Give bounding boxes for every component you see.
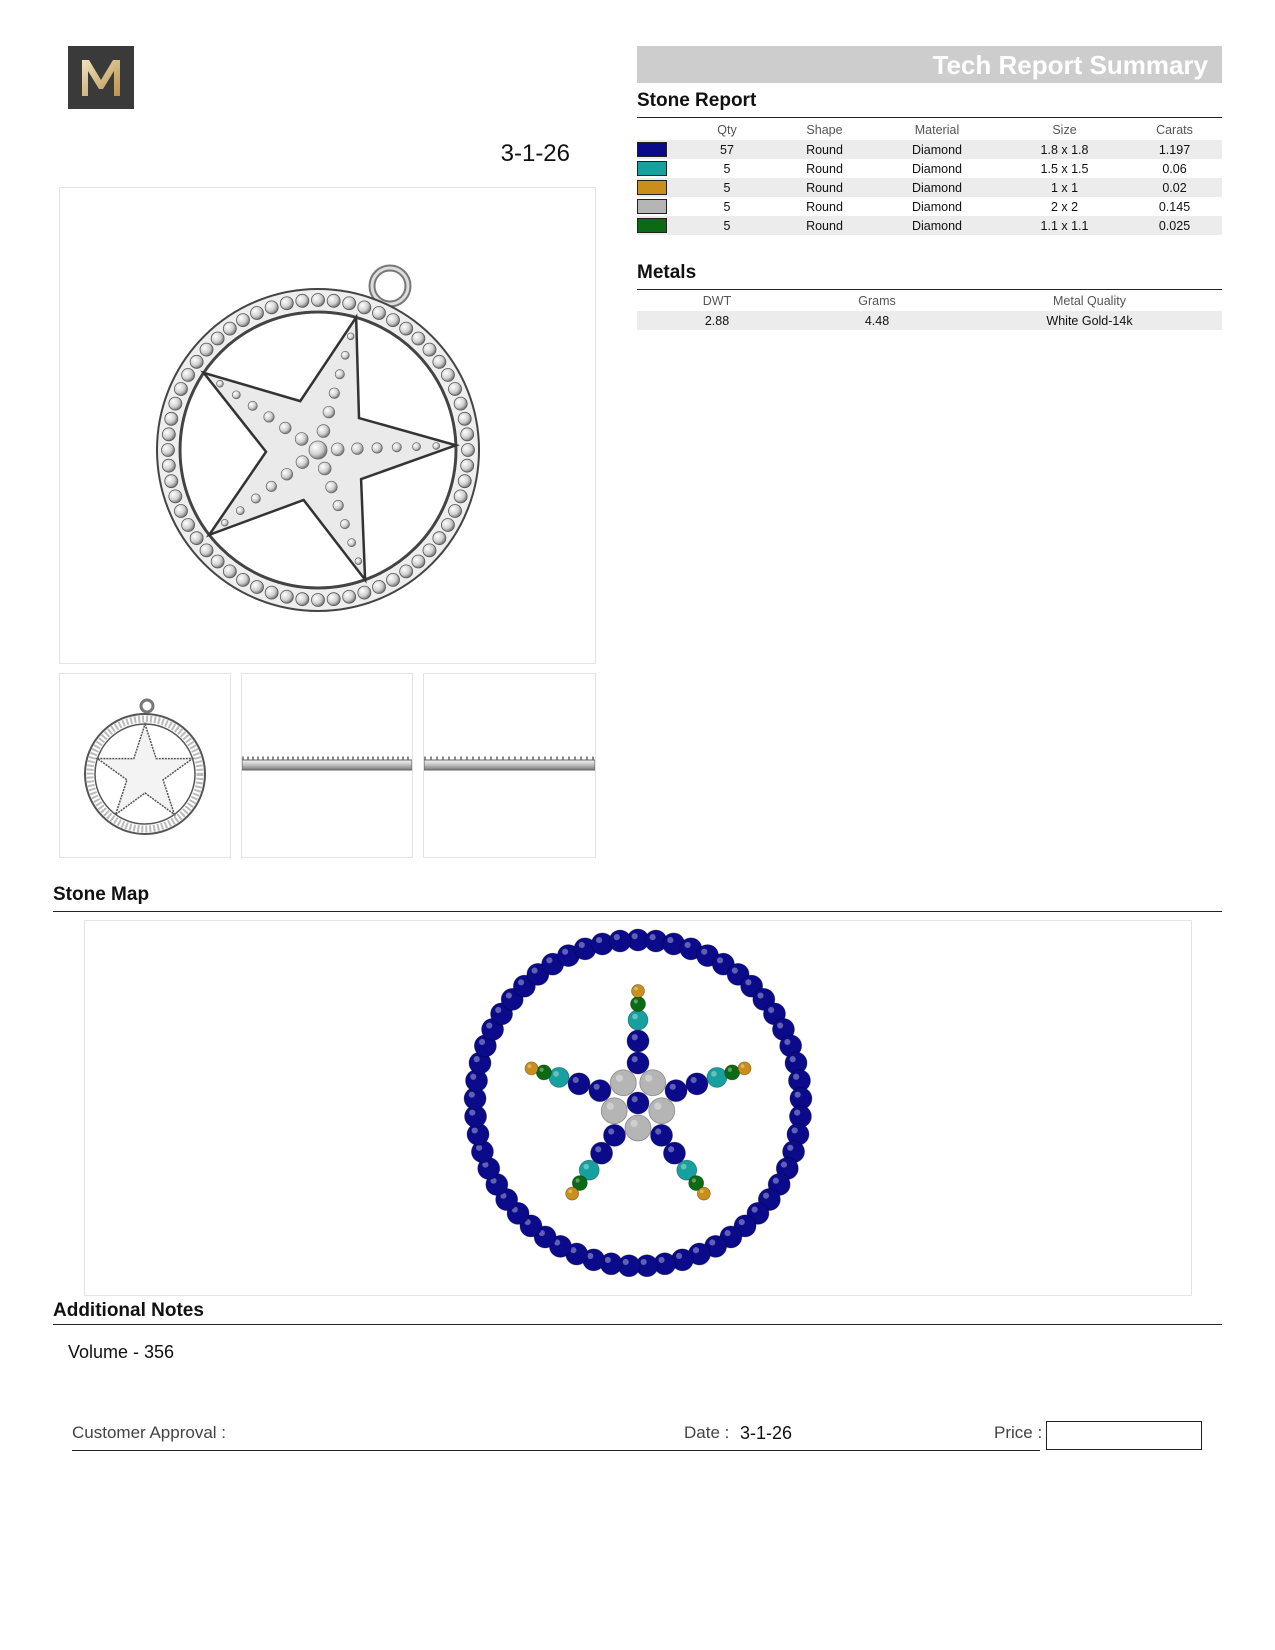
ring-stone-highlight (790, 1056, 796, 1062)
ring-bead (458, 475, 471, 488)
ring-bead (343, 590, 356, 603)
star-bead (318, 462, 331, 475)
ring-stone-highlight (605, 1257, 611, 1263)
arm-stone-highlight (632, 1034, 638, 1040)
metals-table (637, 291, 1222, 330)
star-bead (248, 401, 257, 410)
center-stone-highlight (607, 1103, 614, 1110)
star-bead (331, 443, 344, 456)
material-cell: Diamond (872, 216, 1002, 235)
ring-bead (182, 519, 195, 532)
ring-stone-highlight (658, 1257, 664, 1263)
ring-stone-highlight (518, 979, 524, 985)
ring-bead (433, 355, 446, 368)
star-bead (236, 507, 244, 515)
ring-bead (190, 355, 203, 368)
arm-stone (631, 997, 646, 1012)
col-dwt: DWT (702, 294, 732, 308)
center-stone-highlight (630, 1120, 637, 1127)
m-logo-icon (68, 46, 134, 109)
table-row (637, 197, 1222, 216)
ring-bead (200, 544, 213, 557)
ring-bead (400, 565, 413, 578)
ring-stone-highlight (469, 1092, 475, 1098)
arm-stone (549, 1067, 569, 1087)
arm-stone-highlight (691, 1077, 697, 1083)
ring-bead (358, 301, 371, 314)
ring-bead (454, 490, 467, 503)
star-bead (335, 370, 344, 379)
approval-signature-line (72, 1450, 1040, 1451)
thumbnail-edge-image (424, 674, 595, 857)
ring-bead (373, 306, 386, 319)
material-cell: Diamond (872, 140, 1002, 159)
ring-bead (449, 505, 462, 518)
arm-stone (686, 1073, 708, 1095)
ring-stone-highlight (693, 1247, 699, 1253)
ring-bead (190, 532, 203, 545)
center-stone (610, 1070, 636, 1096)
star-bead (217, 380, 224, 387)
size-cell: 1.8 x 1.8 (1002, 140, 1127, 159)
star-bead (251, 494, 260, 503)
ring-bead (223, 322, 236, 335)
metal-quality-cell: White Gold-14k (957, 311, 1222, 330)
ring-bead (312, 594, 325, 607)
col-qty: Qty (717, 123, 737, 137)
center-stone (640, 1070, 666, 1096)
ring-stone-highlight (472, 1127, 478, 1133)
ring-stone-highlight (469, 1110, 475, 1116)
ring-bead (250, 306, 263, 319)
star-bead (329, 388, 339, 398)
customer-approval-label: Customer Approval : (72, 1423, 227, 1442)
star-bead (392, 443, 401, 452)
ring-stone-highlight (752, 1206, 758, 1212)
ring-stone-highlight (474, 1056, 480, 1062)
center-stone (625, 1115, 651, 1141)
arm-stone-highlight (575, 1178, 579, 1182)
star-bead (355, 558, 362, 565)
arm-stone (725, 1065, 740, 1080)
ring-stone-highlight (486, 1022, 492, 1028)
stone-map-panel (84, 920, 1192, 1296)
date-value: 3-1-26 (740, 1423, 793, 1443)
star-bead (266, 481, 276, 491)
ring-stone-highlight (476, 1145, 482, 1151)
arm-stone-highlight (528, 1064, 532, 1068)
ring-bead (441, 519, 454, 532)
star-bead (372, 443, 382, 453)
ring-bead (412, 332, 425, 345)
ring-bead (449, 382, 462, 395)
thumbnail-side-image (242, 674, 412, 857)
ring-bead (165, 412, 178, 425)
ring-bead (174, 382, 187, 395)
ring-stone-highlight (794, 1110, 800, 1116)
ring-bead (373, 581, 386, 594)
swatch-col-header (637, 120, 677, 140)
ring-stone-highlight (777, 1022, 783, 1028)
col-carats: Carats (1156, 123, 1193, 137)
col-material: Material (914, 123, 960, 137)
center-stone-highlight (654, 1103, 661, 1110)
ring-stone (609, 930, 631, 952)
ring-stone-highlight (792, 1127, 798, 1133)
ring-stone-highlight (470, 1074, 476, 1080)
qty-cell: 5 (723, 161, 731, 176)
material-cell: Diamond (911, 161, 963, 176)
ring-bead (462, 444, 475, 457)
ring-bead (343, 297, 356, 310)
ring-stone-highlight (587, 1253, 593, 1259)
ring-stone-highlight (546, 957, 552, 963)
arm-stone-highlight (634, 999, 638, 1003)
thumbnail-edge-view[interactable] (423, 673, 596, 858)
star-bead (352, 443, 364, 455)
ring-stone-highlight (745, 979, 751, 985)
ring-bead (250, 581, 263, 594)
arm-stone (665, 1080, 687, 1102)
stone-report-title: Stone Report (637, 90, 757, 111)
ring-stone-highlight (532, 967, 538, 973)
ring-bead (454, 397, 467, 410)
star-bead (280, 422, 292, 434)
ring-stone-highlight (650, 934, 656, 940)
ring-bead (165, 475, 178, 488)
arm-stone (627, 1052, 649, 1074)
arm-stone-highlight (568, 1190, 572, 1194)
ring-stone-highlight (763, 1193, 769, 1199)
thumbnail-front-view[interactable] (59, 673, 231, 858)
arm-stone (568, 1073, 590, 1095)
arm-stone-highlight (670, 1084, 676, 1090)
table-row (637, 140, 1222, 159)
star-center-bead (309, 441, 327, 459)
ring-bead (174, 505, 187, 518)
material-cell: Diamond (872, 178, 1002, 197)
star-bead (341, 351, 349, 359)
arm-stone-highlight (634, 987, 638, 991)
ring-stone-highlight (562, 949, 568, 955)
center-stone (627, 1092, 649, 1114)
col-grams: Grams (858, 294, 896, 308)
carats-cell: 0.02 (1127, 178, 1222, 197)
ring-stone-highlight (701, 949, 707, 955)
arm-stone-highlight (741, 1064, 745, 1068)
star-bead (326, 481, 338, 493)
col-size: Size (1052, 123, 1077, 137)
ring-bead (280, 590, 293, 603)
star-bead (348, 539, 356, 547)
report-title: Tech Report Summary (932, 50, 1208, 80)
pendant-front-image (60, 188, 595, 663)
arm-stone (738, 1062, 751, 1075)
ring-stone-highlight (641, 1259, 647, 1265)
carats-cell: 0.025 (1127, 216, 1222, 235)
ring-bead (433, 532, 446, 545)
notes-rule (53, 1324, 1222, 1325)
ring-bead (327, 593, 340, 606)
ring-stone-highlight (795, 1092, 801, 1098)
ring-bead (312, 294, 325, 307)
ring-bead (412, 555, 425, 568)
thumbnail-front-image (60, 674, 230, 857)
shape-cell: Round (777, 140, 872, 159)
ring-bead (265, 301, 278, 314)
center-stone-highlight (645, 1075, 652, 1082)
ring-stone-highlight (676, 1253, 682, 1259)
table-row (637, 178, 1222, 197)
col-shape: Shape (806, 123, 843, 137)
star-bead (340, 520, 349, 529)
metals-rule (637, 289, 1222, 290)
color-swatch (637, 180, 667, 195)
ring-bead (162, 459, 175, 472)
material-cell: Diamond (911, 199, 963, 214)
qty-cell: 5 (677, 178, 777, 197)
ring-bead (296, 294, 309, 307)
price-label: Price : (994, 1423, 1043, 1442)
qty-cell: 5 (677, 216, 777, 235)
ring-stone-highlight (614, 934, 620, 940)
arm-stone-highlight (608, 1128, 614, 1134)
arm-stone-highlight (655, 1128, 661, 1134)
star-bead (295, 433, 308, 446)
arm-stone (697, 1187, 710, 1200)
ring-stone-highlight (667, 937, 673, 943)
ring-stone-highlight (506, 992, 512, 998)
star-bead (323, 406, 335, 418)
ring-bead (461, 428, 474, 441)
ring-stone-highlight (773, 1178, 779, 1184)
star-bead (232, 391, 240, 399)
arm-stone-highlight (573, 1077, 579, 1083)
ring-bead (441, 369, 454, 382)
notes-text: Volume - 356 (68, 1342, 175, 1362)
center-stone-highlight (616, 1075, 623, 1082)
ring-bead (400, 322, 413, 335)
arm-stone (525, 1062, 538, 1075)
carats-cell: 0.06 (1162, 161, 1187, 176)
arm-stone-highlight (692, 1178, 696, 1182)
arm-stone-highlight (700, 1190, 704, 1194)
company-logo (68, 46, 134, 109)
star-bead (333, 500, 343, 510)
size-cell: 2 x 2 (1050, 199, 1079, 214)
arm-stone (707, 1067, 727, 1087)
ring-stone-highlight (685, 942, 691, 948)
ring-stone-highlight (787, 1145, 793, 1151)
stone-map-rule (53, 911, 1222, 912)
arm-stone-highlight (595, 1146, 601, 1152)
star-bead (296, 456, 309, 469)
star-bead (221, 519, 228, 526)
stone-report-rule (637, 117, 1222, 118)
arm-stone (589, 1080, 611, 1102)
arm-stone (628, 1010, 648, 1030)
arm-stone-highlight (728, 1068, 732, 1072)
date-label: Date : (684, 1423, 730, 1442)
stone-report-table (637, 120, 1222, 235)
star-bead (264, 412, 274, 422)
ring-stone-highlight (709, 1239, 715, 1245)
arm-stone-highlight (668, 1146, 674, 1152)
ring-bead (182, 369, 195, 382)
ring-bead (423, 343, 436, 356)
ring-stone-highlight (781, 1162, 787, 1168)
ring-bead (169, 397, 182, 410)
ring-bead (296, 593, 309, 606)
ring-stone-highlight (757, 992, 763, 998)
ring-bead (280, 297, 293, 310)
ring-bead (223, 565, 236, 578)
size-cell: 1 x 1 (1002, 178, 1127, 197)
ring-stone-highlight (596, 937, 602, 943)
stone-map-title: Stone Map (53, 884, 150, 905)
color-swatch (637, 218, 667, 233)
ring-bead (458, 412, 471, 425)
ring-bead (211, 555, 224, 568)
star-bead (413, 443, 421, 451)
ring-bead (162, 444, 175, 457)
qty-cell: 57 (677, 140, 777, 159)
ring-bead (327, 294, 340, 307)
center-stone-highlight (632, 1096, 638, 1102)
color-swatch (637, 161, 667, 176)
price-field[interactable] (1046, 1421, 1202, 1450)
main-render-image (59, 187, 596, 664)
ring-bead (169, 490, 182, 503)
notes-title: Additional Notes (53, 1300, 204, 1321)
carats-cell: 1.197 (1127, 140, 1222, 159)
qty-cell: 5 (723, 199, 731, 214)
ring-stone-highlight (479, 1039, 485, 1045)
shape-cell: Round (806, 199, 843, 214)
ring-bead (461, 459, 474, 472)
ring-stone-highlight (717, 957, 723, 963)
table-row (637, 311, 1222, 330)
ring-bead (237, 314, 250, 327)
col-metal-quality: Metal Quality (1053, 294, 1126, 308)
shape-cell: Round (777, 178, 872, 197)
star-bead (347, 333, 354, 340)
star-bead (317, 425, 330, 438)
carats-cell: 0.145 (1158, 199, 1191, 214)
ring-stone-highlight (784, 1039, 790, 1045)
center-stone (649, 1098, 675, 1124)
center-stone (601, 1098, 627, 1124)
table-row (637, 159, 1222, 178)
arm-stone-highlight (539, 1068, 543, 1072)
arm-stone-highlight (632, 1056, 638, 1062)
ring-bead (162, 428, 175, 441)
arm-stone-highlight (583, 1164, 589, 1170)
thumbnail-side-view[interactable] (241, 673, 413, 858)
ring-stone-highlight (739, 1219, 745, 1225)
arm-stone (632, 985, 645, 998)
metals-title: Metals (637, 262, 697, 283)
ring-bead (387, 573, 400, 586)
ring-stone-highlight (623, 1259, 629, 1265)
arm-stone (627, 1030, 649, 1052)
arm-stone-highlight (632, 1014, 638, 1020)
arm-stone-highlight (711, 1071, 717, 1077)
color-swatch (637, 142, 667, 157)
star-bead (433, 443, 440, 450)
metals-header-row (637, 291, 1222, 311)
arm-stone (566, 1187, 579, 1200)
design-code: 3-1-26 (500, 140, 570, 167)
stone-report-header-row (637, 120, 1222, 140)
star-bead (281, 468, 293, 480)
ring-bead (200, 343, 213, 356)
color-swatch (637, 199, 667, 214)
ring-stone-highlight (768, 1007, 774, 1013)
arm-stone-highlight (594, 1084, 600, 1090)
ring-bead (358, 586, 371, 599)
dwt-cell: 2.88 (637, 311, 797, 330)
ring-bead (265, 586, 278, 599)
ring-bead (387, 314, 400, 327)
ring-stone-highlight (632, 933, 638, 939)
ring-stone-highlight (579, 942, 585, 948)
arm-stone-highlight (681, 1164, 687, 1170)
size-cell: 1.5 x 1.5 (1040, 161, 1089, 176)
report-title-bar (637, 46, 1222, 83)
shape-cell: Round (777, 216, 872, 235)
stone-map-diagram (85, 921, 1191, 1295)
ring-stone-highlight (732, 967, 738, 973)
ring-bead (237, 573, 250, 586)
shape-cell: Round (806, 161, 843, 176)
arm-stone (536, 1065, 551, 1080)
ring-stone-highlight (793, 1074, 799, 1080)
ring-bead (423, 544, 436, 557)
ring-stone-highlight (495, 1007, 501, 1013)
ring-stone-highlight (724, 1230, 730, 1236)
table-row (637, 216, 1222, 235)
ring-bead (211, 332, 224, 345)
arm-stone-highlight (553, 1071, 559, 1077)
size-cell: 1.1 x 1.1 (1002, 216, 1127, 235)
grams-cell: 4.48 (797, 311, 957, 330)
